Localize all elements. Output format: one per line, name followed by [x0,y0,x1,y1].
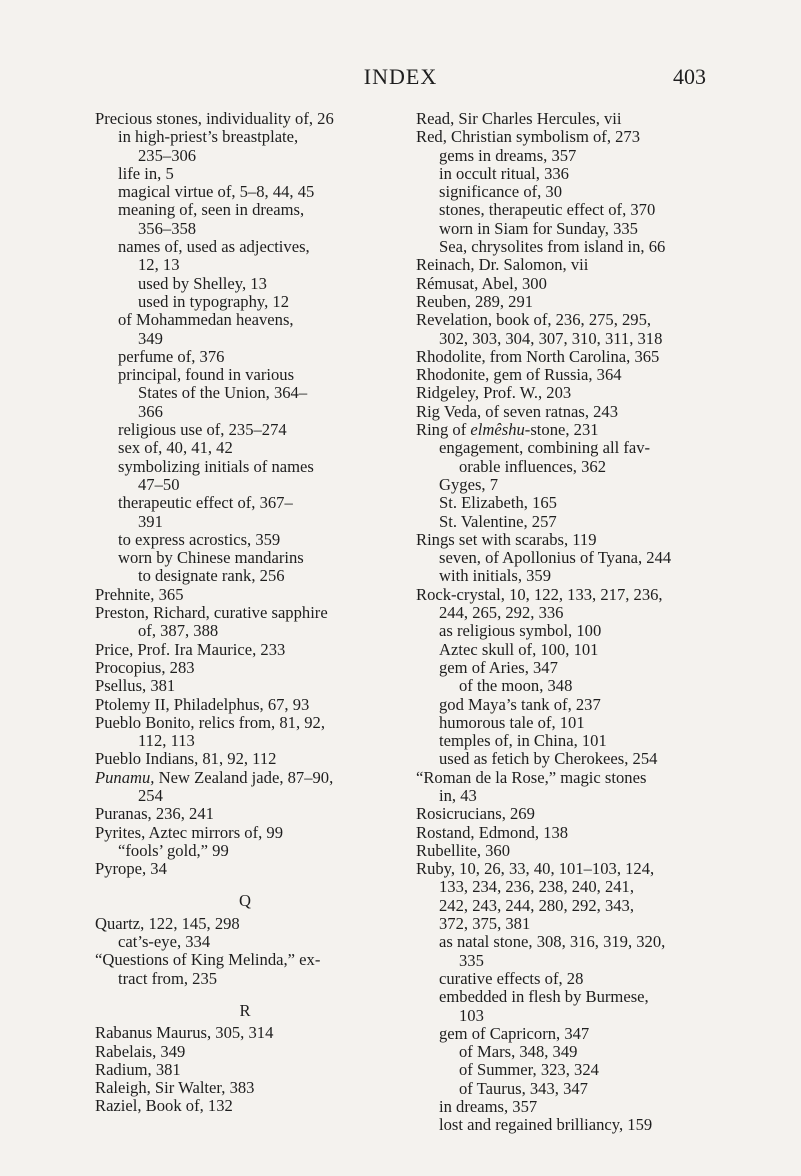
index-entry [416,384,716,402]
entry-text: Rosicrucians, 269 [416,804,535,824]
entry-text: lost and regained brilliancy, 159 [439,1115,653,1135]
entry-text: Preston, Richard, curative sapphire [95,603,328,623]
entry-text: Rabanus Maurus, 305, 314 [95,1023,274,1043]
index-entry [416,860,716,878]
entry-text: in occult ritual, 336 [439,163,569,183]
running-head: INDEX [363,64,438,89]
entry-text: Gyges, 7 [439,474,498,494]
index-subentry [95,165,395,183]
index-subentry [95,531,395,549]
entry-text: of Summer, 323, 324 [459,1060,599,1080]
entry-text: gem of Aries, 347 [439,657,558,677]
index-entry [416,842,716,860]
index-subentry [416,1080,716,1098]
entry-text: Radium, 381 [95,1059,181,1079]
entry-text: 349 [138,328,163,348]
index-subentry [95,732,395,750]
entry-italic-term: elmêshu [470,420,525,440]
index-subentry [95,366,395,384]
entry-text: “Roman de la Rose,” magic stones [416,767,647,787]
index-subentry [95,842,395,860]
index-entry [416,769,716,787]
entry-text: of the moon, 348 [459,676,573,696]
entry-text: life in, 5 [118,163,174,183]
index-entry [95,824,395,842]
entry-text: St. Valentine, 257 [439,511,557,531]
entry-text: Rhodonite, gem of Russia, 364 [416,365,622,385]
entry-text: Revelation, book of, 236, 275, 295, [416,310,652,330]
index-entry [95,769,395,787]
index-subentry [416,696,716,714]
index-entry [416,275,716,293]
entry-text: as natal stone, 308, 316, 319, 320, [439,932,666,952]
index-subentry [95,293,395,311]
entry-text: tract from, 235 [118,968,218,988]
index-entry [416,421,716,439]
index-entry [95,696,395,714]
index-subentry [416,238,716,256]
entry-text: Reinach, Dr. Salomon, vii [416,255,589,275]
entry-text: 366 [138,401,163,421]
index-entry [95,586,395,604]
entry-text: gem of Capricorn, 347 [439,1023,590,1043]
entry-text: used as fetich by Cherokees, 254 [439,749,658,769]
entry-text: names of, used as adjectives, [118,237,310,257]
index-subentry [95,275,395,293]
index-subentry [416,330,716,348]
entry-text: Red, Christian symbolism of, 273 [416,127,641,147]
index-subentry [416,970,716,988]
index-entry [416,403,716,421]
entry-text: Read, Sir Charles Hercules, vii [416,109,622,128]
index-subentry [416,878,716,896]
entry-text: used by Shelley, 13 [138,273,267,293]
entry-text: -stone, 231 [524,420,599,440]
entry-text: as religious symbol, 100 [439,621,602,641]
index-entry [416,348,716,366]
entry-text: curative effects of, 28 [439,968,584,988]
entry-text: Reuben, 289, 291 [416,291,534,311]
entry-text: States of the Union, 364– [138,383,308,403]
index-subentry [95,348,395,366]
index-subentry [416,714,716,732]
entry-text: stones, therapeutic effect of, 370 [439,200,656,220]
index-subentry [95,549,395,567]
index-subentry [95,476,395,494]
entry-text: to designate rank, 256 [138,566,285,586]
index-subentry [416,567,716,585]
entry-text: 372, 375, 381 [439,914,531,934]
entry-text: Pyrites, Aztec mirrors of, 99 [95,822,284,842]
entry-text: symbolizing initials of names [118,456,314,476]
entry-text: therapeutic effect of, 367– [118,493,293,513]
entry-text: 302, 303, 304, 307, 310, 311, 318 [439,328,663,348]
index-subentry [416,988,716,1006]
entry-text: Raleigh, Sir Walter, 383 [95,1078,255,1098]
index-subentry [416,1007,716,1025]
index-subentry [95,970,395,988]
index-entry [95,1061,395,1079]
entry-text: in high-priest’s breastplate, [118,127,299,147]
index-entry [95,1043,395,1061]
index-entry [416,586,716,604]
entry-text: New Zealand jade, 87–90, [154,767,334,787]
index-subentry [416,750,716,768]
index-subentry [416,1025,716,1043]
entry-text: 12, 13 [138,255,180,275]
section-letter: R [239,1000,251,1020]
entry-text: Procopius, 283 [95,657,195,677]
entry-text: Aztec skull of, 100, 101 [439,639,599,659]
entry-text: god Maya’s tank of, 237 [439,694,601,714]
index-subentry [95,421,395,439]
entry-text: Pueblo Indians, 81, 92, 112 [95,749,277,769]
entry-text: engagement, combining all fav- [439,438,651,458]
entry-text: 335 [459,950,484,970]
index-entry [95,677,395,695]
entry-text: 103 [459,1005,484,1025]
entry-italic-term: Punamu, [95,767,155,787]
entry-text: Prehnite, 365 [95,584,184,604]
index-subentry [416,622,716,640]
index-subentry [95,311,395,329]
entry-text: Sea, chrysolites from island in, 66 [439,237,666,257]
index-subentry [95,201,395,219]
index-subentry [416,476,716,494]
entry-text: Rabelais, 349 [95,1041,186,1061]
index-entry [95,659,395,677]
index-column-left [95,110,395,1116]
entry-text: used in typography, 12 [138,291,290,311]
index-subentry [416,787,716,805]
entry-text: meaning of, seen in dreams, [118,200,305,220]
index-subentry [416,201,716,219]
index-subentry [416,147,716,165]
index-subentry [95,183,395,201]
index-entry [416,805,716,823]
index-subentry [416,458,716,476]
index-entry [416,256,716,274]
entry-text: Ruby, 10, 26, 33, 40, 101–103, 124, [416,859,655,879]
index-subentry [95,128,395,146]
entry-text: gems in dreams, 357 [439,145,577,165]
entry-text: religious use of, 235–274 [118,420,287,440]
entry-text: to express acrostics, 359 [118,529,281,549]
index-entry [95,110,395,128]
index-subentry [416,952,716,970]
index-subentry [95,933,395,951]
entry-text: perfume of, 376 [118,346,225,366]
entry-text: Quartz, 122, 145, 298 [95,913,240,933]
index-entry [416,110,716,128]
index-subentry [95,622,395,640]
entry-text: with initials, 359 [439,566,552,586]
entry-text: humorous tale of, 101 [439,712,585,732]
index-subentry [95,458,395,476]
entry-text: Price, Prof. Ira Maurice, 233 [95,639,286,659]
entry-text: orable influences, 362 [459,456,606,476]
entry-text: in dreams, 357 [439,1097,538,1117]
index-subentry [416,659,716,677]
index-subentry [416,513,716,531]
entry-text: 133, 234, 236, 238, 240, 241, [439,877,634,897]
entry-text: 244, 265, 292, 336 [439,603,564,623]
entry-text: Rhodolite, from North Carolina, 365 [416,346,660,366]
entry-text: significance of, 30 [439,182,563,202]
index-subentry [416,677,716,695]
entry-prefix: Ring of [416,420,471,440]
index-entry [416,311,716,329]
index-subentry [416,439,716,457]
entry-text: Raziel, Book of, 132 [95,1096,233,1116]
index-subentry [416,1061,716,1079]
index-entry [95,951,395,969]
entry-text: worn by Chinese mandarins [118,548,304,568]
entry-text: Puranas, 236, 241 [95,804,214,824]
index-subentry [416,641,716,659]
entry-text: 356–358 [138,218,197,238]
entry-text: Rostand, Edmond, 138 [416,822,569,842]
index-entry [416,128,716,146]
entry-text: Ridgeley, Prof. W., 203 [416,383,572,403]
index-subentry [416,220,716,238]
index-subentry [416,1043,716,1061]
index-subentry [416,897,716,915]
entry-text: 112, 113 [138,731,195,751]
entry-text: in, 43 [439,785,477,805]
index-subentry [416,604,716,622]
entry-text: of Taurus, 343, 347 [459,1078,588,1098]
index-subentry [416,165,716,183]
entry-text: Precious stones, individuality of, 26 [95,109,334,128]
section-letter: Q [239,891,251,911]
index-subentry [95,330,395,348]
entry-text: 235–306 [138,145,197,165]
entry-text: of Mars, 348, 349 [459,1042,578,1062]
entry-text: sex of, 40, 41, 42 [118,438,233,458]
entry-text: “fools’ gold,” 99 [118,840,229,860]
index-subentry [95,256,395,274]
entry-text: Rig Veda, of seven ratnas, 243 [416,401,619,421]
entry-text: embedded in flesh by Burmese, [439,987,649,1007]
index-subentry [95,403,395,421]
entry-text: Ptolemy II, Philadelphus, 67, 93 [95,694,310,714]
index-subentry [416,1098,716,1116]
page-number: 403 [673,64,706,89]
entry-text: Psellus, 381 [95,676,176,696]
index-entry [416,531,716,549]
index-subentry [416,732,716,750]
entry-text: St. Elizabeth, 165 [439,493,557,513]
index-entry [416,293,716,311]
entry-text: 47–50 [138,474,180,494]
entry-text: 254 [138,785,163,805]
index-subentry [416,1116,716,1134]
index-subentry [95,439,395,457]
entry-text: Rings set with scarabs, 119 [416,529,597,549]
index-subentry [95,147,395,165]
entry-text: “Questions of King Melinda,” ex- [95,950,321,970]
index-subentry [95,787,395,805]
entry-text: seven, of Apollonius of Tyana, 244 [439,548,672,568]
index-entry [95,1097,395,1115]
index-subentry [416,915,716,933]
entry-text: of Mohammedan heavens, [118,310,294,330]
entry-text: magical virtue of, 5–8, 44, 45 [118,182,315,202]
entry-text: of, 387, 388 [138,621,219,641]
entry-text: 242, 243, 244, 280, 292, 343, [439,895,634,915]
entry-text: worn in Siam for Sunday, 335 [439,218,638,238]
index-subentry [416,933,716,951]
index-entry [416,366,716,384]
index-subentry [95,238,395,256]
index-subentry [416,494,716,512]
index-entry [95,750,395,768]
entry-text: cat’s-eye, 334 [118,932,211,952]
index-subentry [95,567,395,585]
index-subentry [95,220,395,238]
index-entry [95,805,395,823]
entry-text: Rock-crystal, 10, 122, 133, 217, 236, [416,584,663,604]
index-entry [95,714,395,732]
index-subentry [95,494,395,512]
index-entry [95,860,395,878]
index-column-right [416,110,716,1135]
entry-text: Pyrope, 34 [95,859,167,879]
entry-text: Rémusat, Abel, 300 [416,273,547,293]
entry-text: temples of, in China, 101 [439,731,607,751]
entry-text: Rubellite, 360 [416,840,511,860]
index-entry [95,641,395,659]
index-subentry [416,549,716,567]
page-header [0,64,801,94]
index-entry [95,604,395,622]
entry-text: Pueblo Bonito, relics from, 81, 92, [95,712,325,732]
index-subentry [95,513,395,531]
index-entry [416,824,716,842]
index-entry [95,1079,395,1097]
index-entry [95,1024,395,1042]
entry-text: 391 [138,511,163,531]
index-subentry [95,384,395,402]
entry-text: principal, found in various [118,365,295,385]
index-subentry [416,183,716,201]
index-entry [95,915,395,933]
